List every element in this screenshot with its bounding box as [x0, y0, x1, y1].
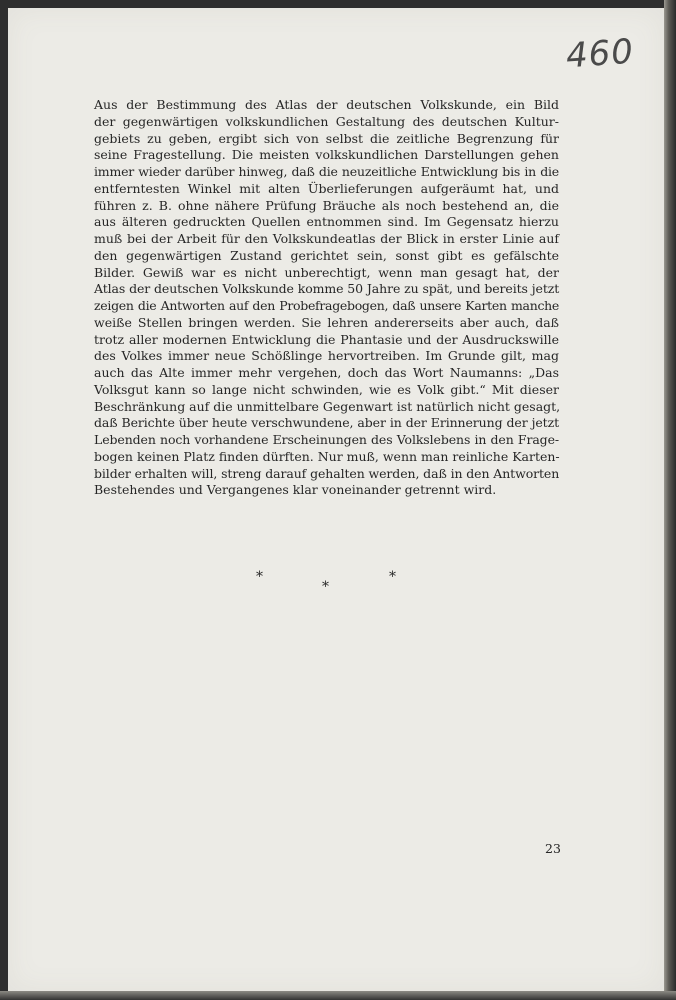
- section-break-asterisk: *: [256, 569, 263, 585]
- handwritten-folio-number: 460: [564, 31, 636, 77]
- text-line: der gegenwärtigen volkskundlichen Gestaltung des deutschen Kultur-: [94, 113, 559, 129]
- section-break-asterisk: *: [322, 579, 329, 595]
- body-paragraph: [94, 97, 559, 499]
- text-line: daß Berichte über heute verschwundene, aber in der Erinnerung der jetzt: [94, 415, 559, 431]
- text-line: trotz aller modernen Entwicklung die Phantasie und der Ausdruckswille: [94, 331, 559, 347]
- text-line: führen z. B. ohne nähere Prüfung Bräuche als noch bestehend an, die: [94, 197, 559, 213]
- page-number: 23: [545, 841, 561, 856]
- text-line-last: Bestehendes und Vergangenes klar voneinander getrennt wird.: [94, 482, 497, 498]
- text-line: bogen keinen Platz finden dürften. Nur muß, wenn man reinliche Karten-: [94, 448, 560, 464]
- text-line: bilder erhalten will, streng darauf gehalten werden, daß in den Antworten: [94, 465, 560, 481]
- text-line: Bilder. Gewiß war es nicht unberechtigt, wenn man gesagt hat, der: [94, 264, 559, 280]
- text-line: Aus der Bestimmung des Atlas der deutschen Volkskunde, ein Bild: [94, 97, 559, 112]
- text-line: muß bei der Arbeit für den Volkskundeatlas der Blick in erster Linie auf: [94, 231, 559, 246]
- page-edge-right: [664, 0, 676, 1000]
- text-line: Volksgut kann so lange nicht schwinden, wie es Volk gibt.“ Mit dieser: [94, 381, 559, 397]
- text-line: Beschränkung auf die unmittelbare Gegenwart ist natürlich nicht gesagt,: [94, 398, 561, 414]
- text-line: Lebenden noch vorhandene Erscheinungen des Volkslebens in den Frage-: [94, 432, 559, 447]
- text-line: seine Fragestellung. Die meisten volkskundlichen Darstellungen gehen: [94, 147, 559, 163]
- page-edge-bottom: [0, 991, 676, 1000]
- section-break-asterisk: *: [389, 569, 396, 585]
- text-line: des Volkes immer neue Schößlinge hervortreiben. Im Grunde gilt, mag: [94, 348, 559, 364]
- text-line: auch das Alte immer mehr vergehen, doch das Wort Naumanns: „Das: [94, 365, 559, 380]
- text-line: weiße Stellen bringen werden. Sie lehren andererseits aber auch, daß: [94, 314, 559, 330]
- text-line: aus älteren gedruckten Quellen entnommen sind. Im Gegensatz hierzu: [94, 214, 559, 230]
- text-line: gebiets zu geben, ergibt sich von selbst die zeitliche Begrenzung für: [94, 130, 559, 146]
- text-line: Atlas der deutschen Volkskunde komme 50 Jahre zu spät, und bereits jetzt: [94, 281, 560, 297]
- text-line: zeigen die Antworten auf den Probefragebogen, daß unsere Karten manche: [94, 298, 559, 313]
- text-line: entferntesten Winkel mit alten Überlieferungen aufgeräumt hat, und: [94, 180, 559, 196]
- text-line: den gegenwärtigen Zustand gerichtet sein, sonst gibt es gefälschte: [94, 247, 559, 263]
- text-line: immer wieder darüber hinweg, daß die neuzeitliche Entwicklung bis in die: [94, 164, 559, 179]
